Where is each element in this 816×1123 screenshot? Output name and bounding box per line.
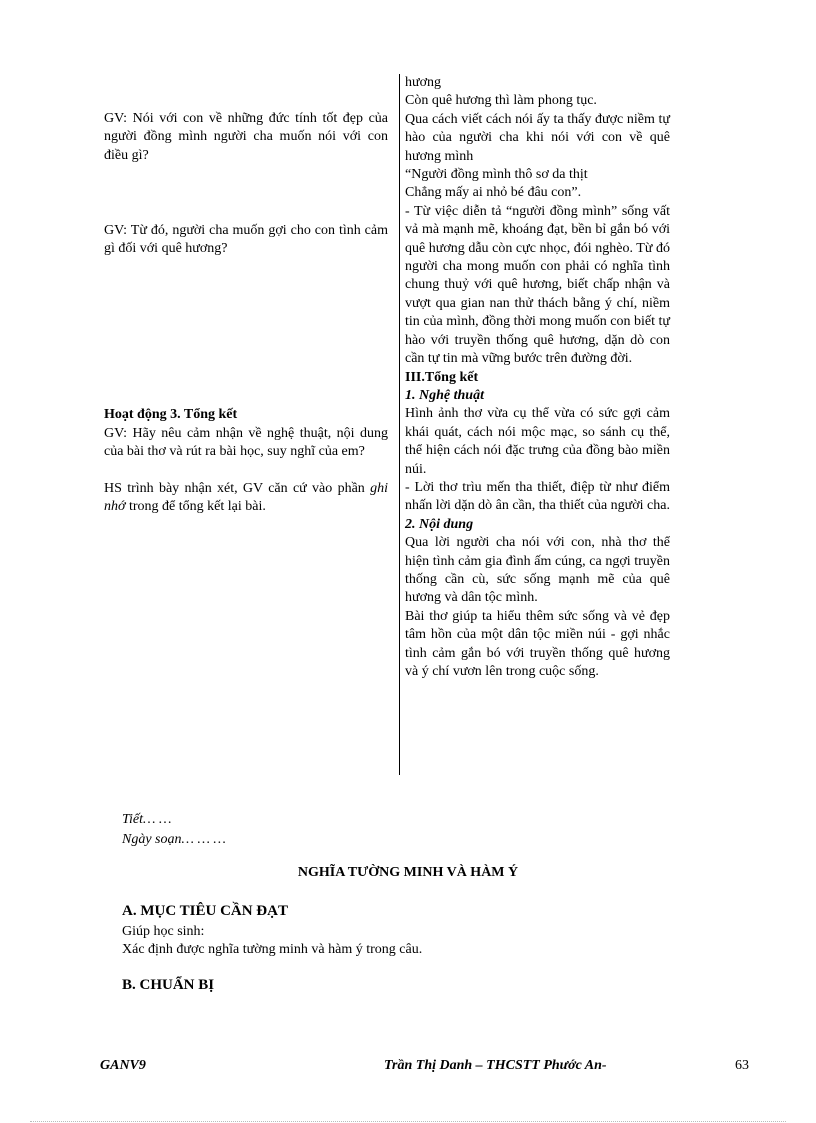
poem-quote-line: “Người đồng mình thô sơ da thịt bbox=[405, 167, 588, 183]
content-paragraph: Bài thơ giúp ta hiểu thêm sức sống và vẻ đẹp tâm hồn của một dân tộc miền núi - gợi nhắc tình cảm gắn bó với truyền thống quê hương và ý chí vươn lên trong cuộc sống. bbox=[405, 608, 670, 679]
right-column bbox=[405, 74, 670, 681]
tiet-line: Tiết… … bbox=[122, 812, 172, 827]
question-virtues: GV: Nói với con về những đức tính tốt đẹp của người đồng mình người cha muốn nói với con điều gì? bbox=[104, 111, 388, 163]
art-paragraph: Hình ảnh thơ vừa cụ thể vừa có sức gợi cảm khái quát, cách nói mộc mạc, so sánh cụ thể, thể hiện cách nói đặc trưng của đồng bào miền núi. bbox=[405, 406, 670, 477]
art-paragraph: - Lời thơ trìu mến tha thiết, điệp từ như điểm nhấn lời dặn dò ân cần, tha thiết của người cha. bbox=[405, 479, 670, 514]
section-a-body bbox=[122, 923, 422, 959]
summary-heading: III.Tổng kết bbox=[405, 369, 479, 385]
section-a-line: Xác định được nghĩa tường minh và hàm ý trong câu. bbox=[122, 942, 423, 957]
activity-3-title: Hoạt động 3. Tổng kết bbox=[104, 407, 238, 422]
lesson-meta bbox=[122, 810, 226, 850]
poem-quote-line: Chẳng mấy ai nhỏ bé đâu con”. bbox=[405, 185, 582, 201]
section-a-line: Giúp học sinh: bbox=[122, 924, 205, 939]
column-divider bbox=[399, 74, 400, 775]
content-heading: 2. Nội dung bbox=[405, 516, 474, 532]
content-paragraph: Qua lời người cha nói với con, nhà thơ thể hiện tình cảm gia đình ấm cúng, ca ngợi truyền thống cần cù, sức sống mạnh mẽ của quê hương và dân tộc mình. bbox=[405, 535, 670, 606]
answer-line: hương bbox=[405, 75, 441, 90]
activity-3-question: GV: Hãy nêu cảm nhận về nghệ thuật, nội dung của bài thơ và rút ra bài học, suy nghĩ của em? bbox=[104, 426, 388, 460]
ghi-nho-emphasis: ghi nhớ bbox=[104, 481, 388, 515]
footer-author: Trần Thị Danh – THCSTT Phước An- bbox=[384, 1058, 607, 1073]
answer-paragraph: Qua cách viết cách nói ấy ta thấy được niềm tự hào của người cha khi nói với con về quê hương mình bbox=[405, 111, 670, 164]
question-homeland-feeling: GV: Từ đó, người cha muốn gợi cho con tình cảm gì đối với quê hương? bbox=[104, 223, 388, 257]
footer-left: GANV9 bbox=[100, 1058, 146, 1073]
lesson-title: NGHĨA TƯỜNG MINH VÀ HÀM Ý bbox=[297, 865, 519, 880]
page-bottom-border bbox=[30, 1121, 786, 1122]
ngay-soan-line: Ngày soạn… … … bbox=[122, 832, 226, 847]
section-b-heading: B. CHUẨN BỊ bbox=[122, 977, 215, 993]
art-heading: 1. Nghệ thuật bbox=[405, 387, 484, 403]
answer-paragraph: - Từ việc diễn tả “người đồng mình” sống vất vả mà mạnh mẽ, khoáng đạt, bền bỉ gắn bó với quê hương dẫu còn cực nhọc, đói nghèo. Từ đó người cha mong muốn con phải có nghĩa tình chung thuỷ với quê hương, biết chấp nhận và vượt qua gian nan thử thách bằng ý chí, niềm tin của mình, đồng thời mong muốn con biết tự hào với truyền thống quê hương, dặn dò con cần tự tin mà vững bước trên đường đời. bbox=[405, 203, 670, 367]
answer-line: Còn quê hương thì làm phong tục. bbox=[405, 93, 597, 109]
section-a-heading: A. MỤC TIÊU CẦN ĐẠT bbox=[122, 903, 288, 919]
activity-3-student-note: HS trình bày nhận xét, GV căn cứ vào phần ghi nhớ trong để tổng kết lại bài. bbox=[104, 481, 388, 515]
page-number: 63 bbox=[735, 1058, 749, 1073]
